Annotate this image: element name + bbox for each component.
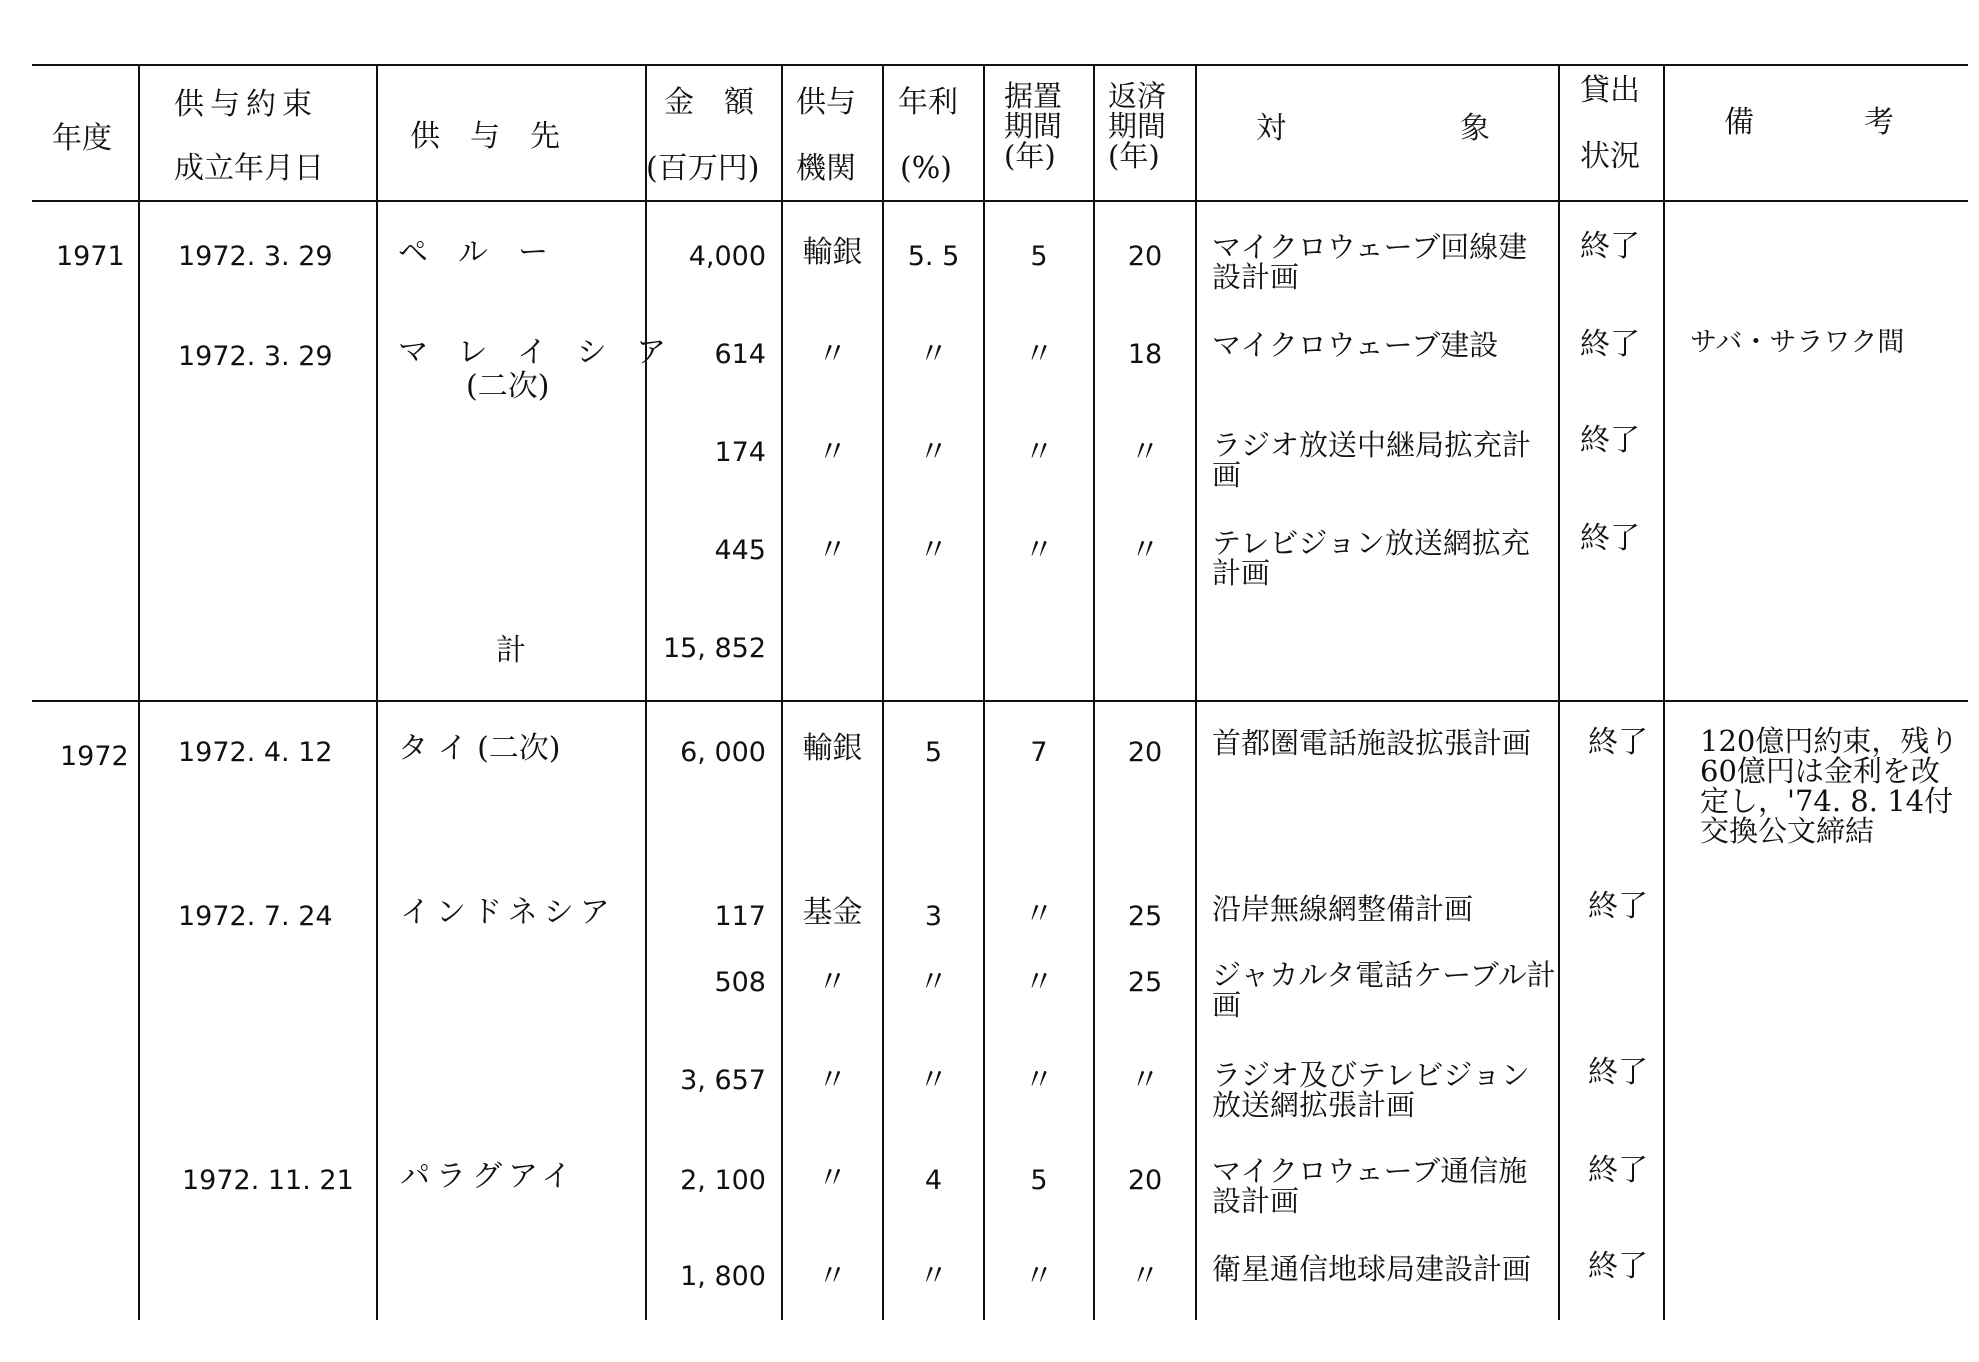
col-divider <box>138 66 140 1320</box>
recipient-cell: ペ ル ー <box>398 235 548 270</box>
status-cell: 終了 <box>1580 327 1640 362</box>
status-cell: 終了 <box>1580 521 1640 556</box>
header-agency-line1: 供与 <box>796 85 856 120</box>
repay-cell: 〃 <box>1130 533 1160 568</box>
status-cell: 終了 <box>1588 889 1648 924</box>
grace-cell: 〃 <box>1024 533 1054 568</box>
grace-cell: 〃 <box>1024 1259 1054 1294</box>
status-cell: 終了 <box>1588 1153 1648 1188</box>
agency-cell: 〃 <box>817 1161 848 1196</box>
recipient-cell: タ イ (二次) <box>398 731 561 766</box>
amount-cell: 614 <box>714 339 766 370</box>
header-bottom-rule <box>32 200 1968 202</box>
agency-cell: 〃 <box>817 337 848 372</box>
rate-cell: 〃 <box>918 1259 949 1294</box>
header-subject-b: 象 <box>1460 111 1490 146</box>
header-rate-line2: (%) <box>900 151 952 186</box>
header-remarks-a: 備 <box>1724 105 1754 140</box>
rate-cell: 〃 <box>918 1063 949 1098</box>
status-cell: 終了 <box>1580 423 1640 458</box>
amount-cell: 445 <box>714 535 766 566</box>
rate-cell: 4 <box>924 1165 943 1196</box>
rate-cell: 5 <box>924 737 943 768</box>
header-amount-line2: (百万円) <box>646 151 760 186</box>
subject-cell: テレビジョン放送網拡充計画 <box>1212 526 1530 590</box>
amount-cell: 1, 800 <box>680 1261 766 1292</box>
agency-cell: 〃 <box>817 965 848 1000</box>
repay-cell: 25 <box>1127 967 1163 998</box>
header-date-line2: 成立年月日 <box>174 151 324 186</box>
grace-cell: 5 <box>1030 1165 1048 1196</box>
agency-cell: 〃 <box>817 435 848 470</box>
col-divider <box>376 66 378 1320</box>
amount-cell: 6, 000 <box>680 737 766 768</box>
amount-cell: 2, 100 <box>680 1165 766 1196</box>
rate-cell: 〃 <box>918 533 949 568</box>
header-rate-line1: 年利 <box>898 85 958 120</box>
header-amount-line1: 金 額 <box>664 85 754 120</box>
repay-cell: 25 <box>1127 901 1163 932</box>
header-agency-line2: 機関 <box>796 151 856 186</box>
rate-cell: 〃 <box>918 965 949 1000</box>
repay-cell: 〃 <box>1130 1259 1160 1294</box>
amount-cell: 3, 657 <box>680 1065 766 1096</box>
header-grace-line2: 期間 <box>1004 109 1063 143</box>
col-divider <box>1663 66 1665 1320</box>
rate-cell: 5. 5 <box>907 241 960 272</box>
recipient-cell: マ レ イ シ ア <box>398 335 677 370</box>
rate-cell: 〃 <box>918 337 949 372</box>
remarks-cell: サバ・サラワク間 <box>1690 327 1905 358</box>
rate-cell: 3 <box>924 901 943 932</box>
subject-cell: ラジオ及びテレビジョン放送網拡張計画 <box>1212 1058 1530 1122</box>
grace-cell: 〃 <box>1024 965 1054 1000</box>
grace-cell: 7 <box>1030 737 1048 768</box>
amount-cell: 174 <box>714 437 766 468</box>
subject-cell: マイクロウェーブ回線建設計画 <box>1212 230 1528 294</box>
agency-cell: 〃 <box>817 533 848 568</box>
recipient-cell: パラグアイ <box>400 1159 578 1194</box>
header-repay-line3: (年) <box>1108 139 1160 173</box>
status-cell: 終了 <box>1588 725 1648 760</box>
amount-cell: 4,000 <box>688 241 766 272</box>
agency-cell: 基金 <box>802 895 863 930</box>
agency-cell: 〃 <box>817 1259 848 1294</box>
total-amount: 15, 852 <box>662 633 766 664</box>
header-grace-line3: (年) <box>1004 139 1056 173</box>
repay-cell: 20 <box>1127 1165 1163 1196</box>
agency-cell: 輸銀 <box>802 235 863 270</box>
date-cell: 1972. 3. 29 <box>178 241 333 272</box>
subject-cell: マイクロウェーブ建設 <box>1212 328 1499 362</box>
header-date-line1: 供与約束 <box>174 87 318 122</box>
header-grace-line1: 据置 <box>1004 79 1063 113</box>
subject-cell: 沿岸無線網整備計画 <box>1212 892 1474 926</box>
status-cell: 終了 <box>1588 1249 1648 1284</box>
repay-cell: 18 <box>1127 339 1163 370</box>
header-repay-line2: 期間 <box>1108 109 1167 143</box>
col-divider <box>1195 66 1197 1320</box>
repay-cell: 20 <box>1127 737 1163 768</box>
header-repay-line1: 返済 <box>1108 79 1167 113</box>
remarks-cell: 120億円約束，残り60億円は金利を改定し，'74. 8. 14付交換公文締結 <box>1700 724 1959 848</box>
header-recipient: 供 与 先 <box>410 119 560 154</box>
date-cell: 1972. 3. 29 <box>178 341 333 372</box>
amount-cell: 508 <box>714 967 766 998</box>
header-subject-a: 対 <box>1256 111 1286 146</box>
grace-cell: 〃 <box>1024 1063 1054 1098</box>
grace-cell: 5 <box>1030 241 1048 272</box>
agency-cell: 〃 <box>817 1063 848 1098</box>
status-cell: 終了 <box>1580 229 1640 264</box>
date-cell: 1972. 7. 24 <box>178 901 333 932</box>
rate-cell: 〃 <box>918 435 949 470</box>
grace-cell: 〃 <box>1024 337 1054 372</box>
col-divider <box>1558 66 1560 1320</box>
total-label: 計 <box>496 633 526 668</box>
date-cell: 1972. 11. 21 <box>182 1165 354 1196</box>
recipient-sub-cell: (二次) <box>466 369 550 404</box>
date-cell: 1972. 4. 12 <box>178 737 333 768</box>
amount-cell: 117 <box>714 901 766 932</box>
grace-cell: 〃 <box>1024 435 1054 470</box>
year-cell: 1972 <box>60 741 129 772</box>
section-divider-rule <box>32 700 1968 702</box>
table-top-rule <box>32 64 1968 66</box>
header-remarks-b: 考 <box>1864 105 1894 140</box>
agency-cell: 輸銀 <box>802 731 863 766</box>
subject-cell: 衛星通信地球局建設計画 <box>1212 1252 1532 1286</box>
repay-cell: 〃 <box>1130 1063 1160 1098</box>
subject-cell: ラジオ放送中継局拡充計画 <box>1212 428 1532 492</box>
grace-cell: 〃 <box>1024 897 1054 932</box>
col-divider <box>645 66 647 1320</box>
subject-cell: マイクロウェーブ通信施設計画 <box>1212 1154 1528 1218</box>
year-cell: 1971 <box>56 241 125 272</box>
status-cell: 終了 <box>1588 1055 1648 1090</box>
recipient-cell: インドネシア <box>400 895 616 930</box>
subject-cell: 首都圏電話施設拡張計画 <box>1212 726 1532 760</box>
header-year: 年度 <box>52 121 112 156</box>
repay-cell: 〃 <box>1130 435 1160 470</box>
header-status-line1: 貸出 <box>1580 73 1640 108</box>
subject-cell: ジャカルタ電話ケーブル計画 <box>1212 958 1556 1022</box>
repay-cell: 20 <box>1127 241 1163 272</box>
header-status-line2: 状況 <box>1580 139 1640 174</box>
